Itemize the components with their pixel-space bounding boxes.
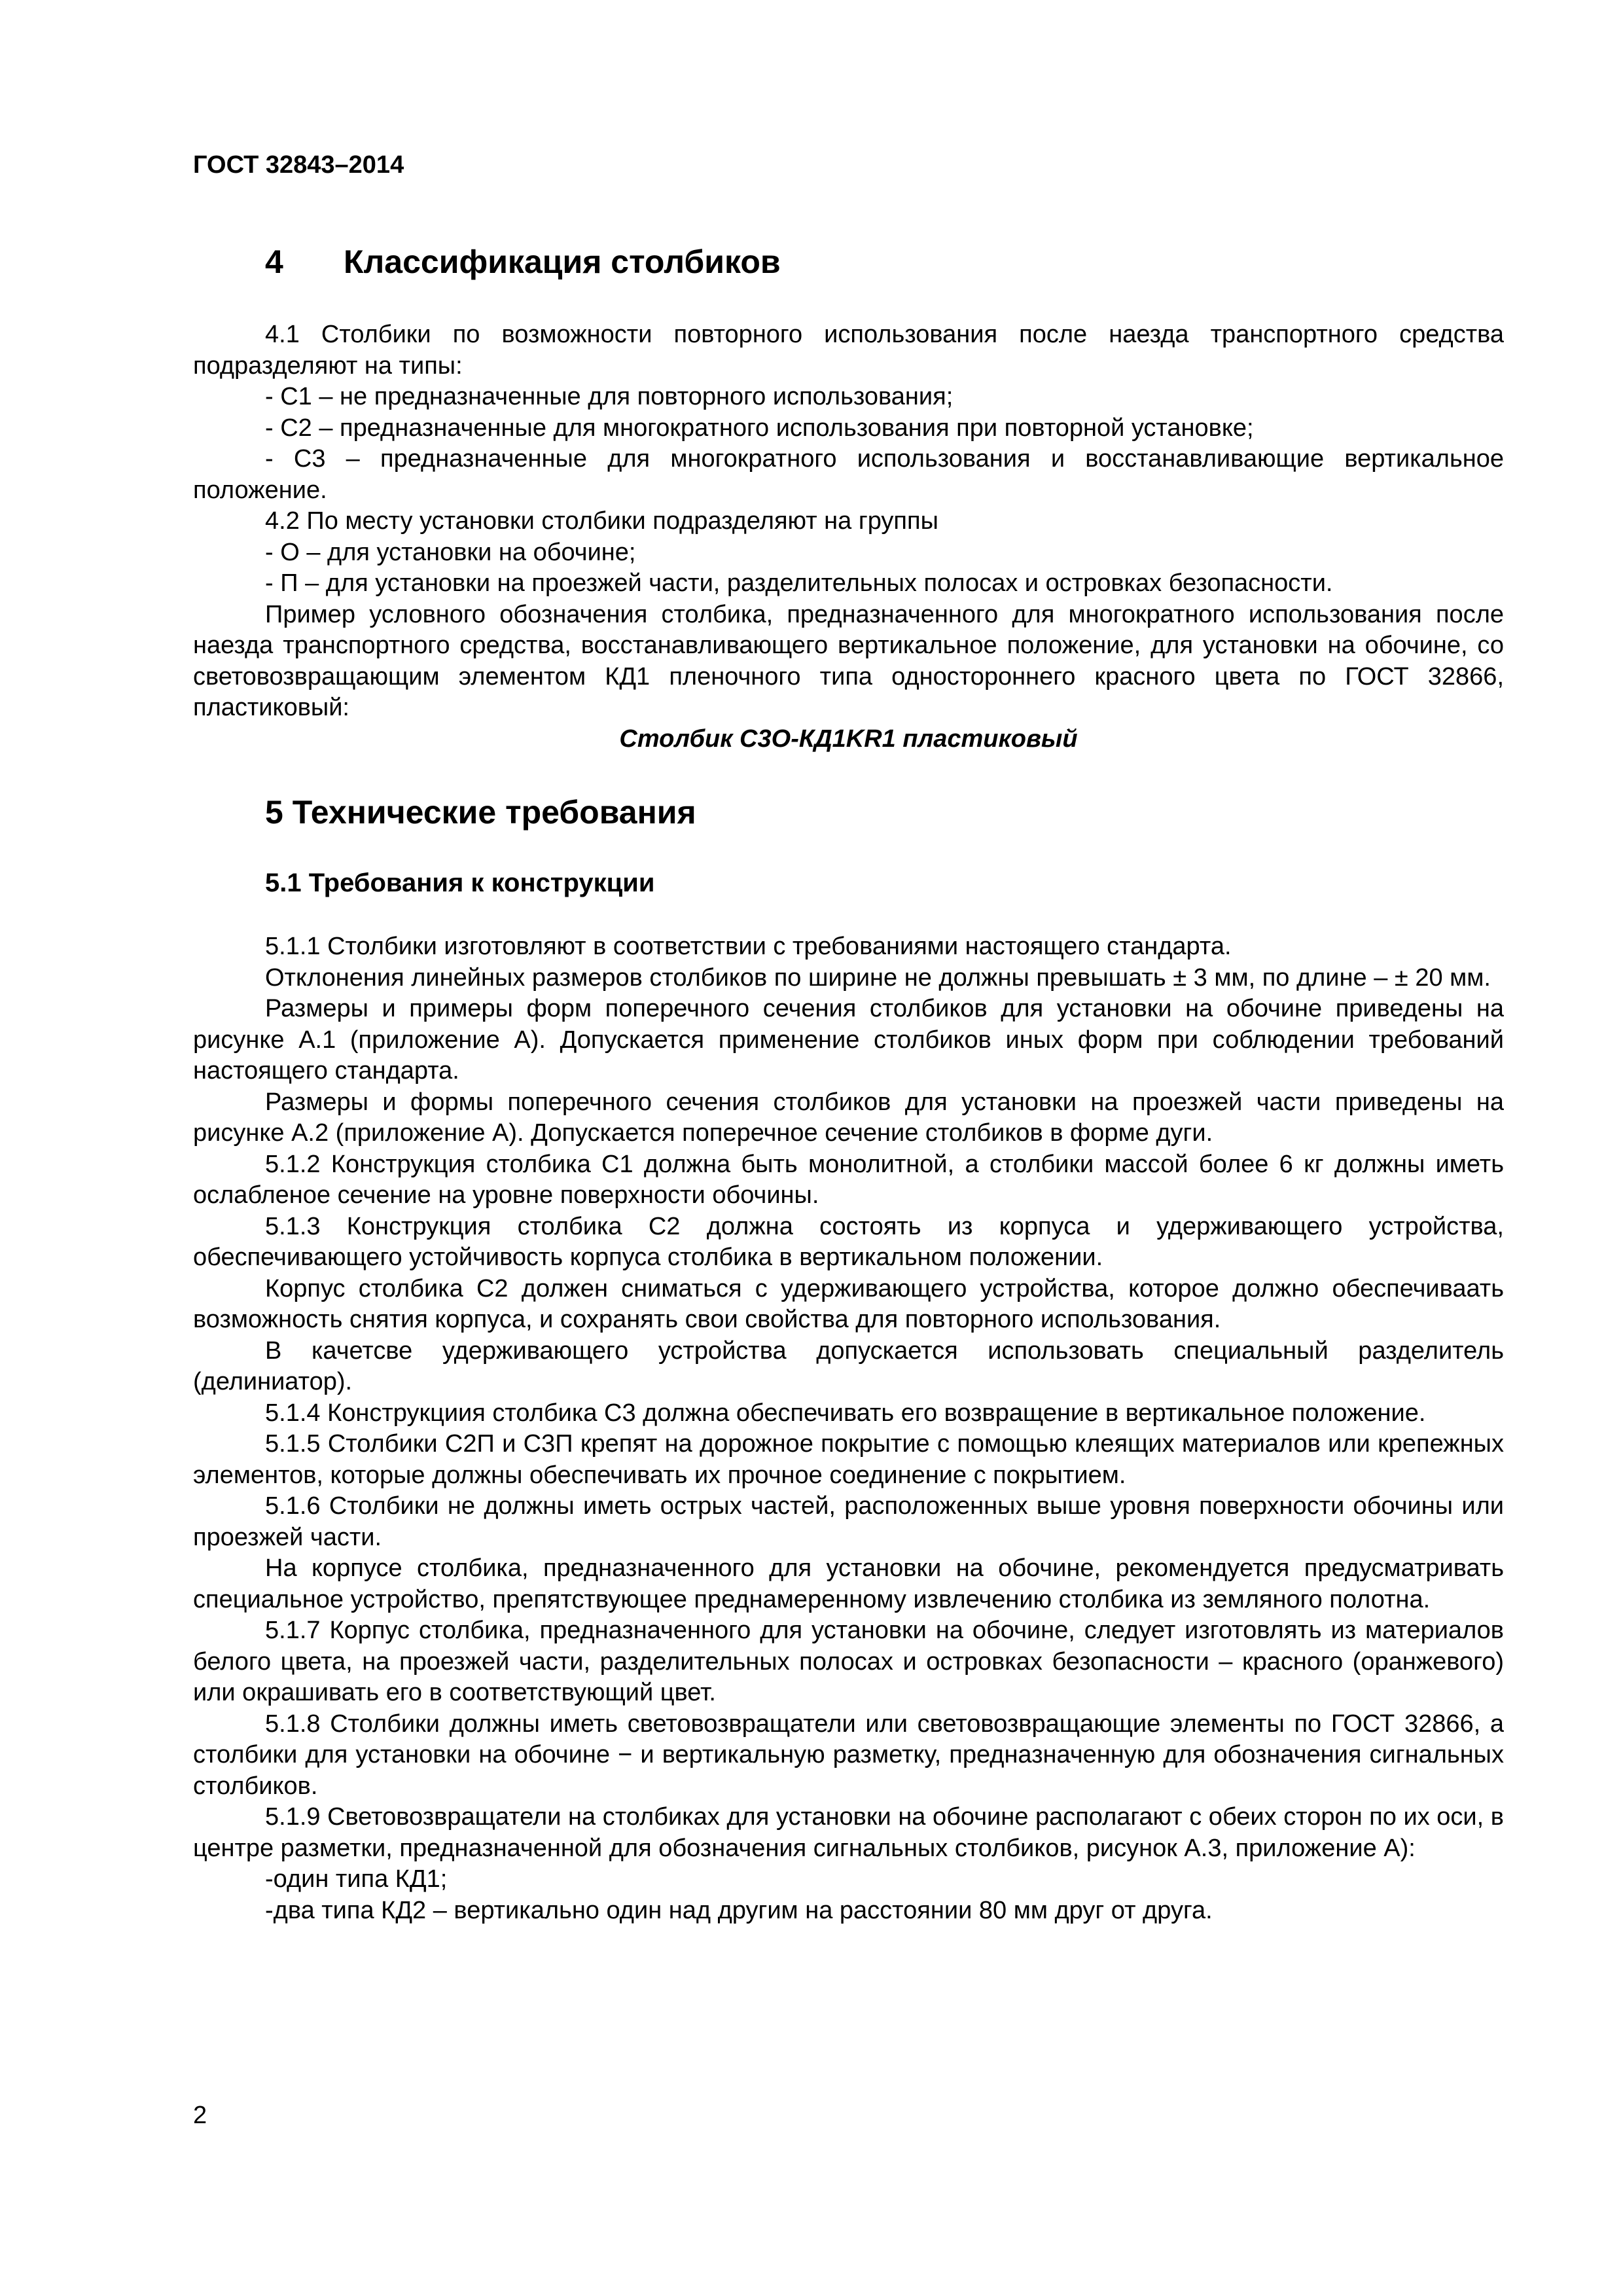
section-5-heading bbox=[193, 793, 1504, 832]
paragraph: 5.1.4 Конструкциия столбика С3 должна обеспечивать его возвращение в вертикальное положение. bbox=[265, 1399, 1426, 1427]
paragraph: 5.1.1 Столбики изготовляют в соответствии с требованиями настоящего стандарта. bbox=[265, 933, 1232, 960]
page-number: 2 bbox=[193, 2102, 207, 2129]
paragraph: Корпус столбика С2 должен сниматься с удерживающего устройства, которое должно обеспечиваать возможность снятия корпуса, и сохранять свои свойства для повторного использования. bbox=[193, 1274, 1504, 1333]
list-item: - С1 – не предназначенные для повторного использования; bbox=[265, 383, 954, 410]
list-item: -два типа КД2 – вертикально один над другим на расстоянии 80 мм друг от друга. bbox=[265, 1896, 1213, 1924]
paragraph: 4.1 Столбики по возможности повторного использования после наезда транспортного средства подразделяют на типы: bbox=[193, 321, 1504, 380]
list-item: - С3 – предназначенные для многократного использования и восстанавливающие вертикальное положение. bbox=[193, 445, 1504, 504]
list-item: - П – для установки на проезжей части, разделительных полосах и островках безопасности. bbox=[265, 569, 1333, 597]
document-header: ГОСТ 32843–2014 bbox=[193, 151, 404, 179]
paragraph: Отклонения линейных размеров столбиков по ширине не должны превышать ± 3 мм, по длине – ± 20 мм. bbox=[265, 963, 1491, 992]
paragraph: Размеры и формы поперечного сечения столбиков для установки на проезжей части приведены на рисунке А.2 (приложение А). Допускается поперечное сечение столбиков в форме дуги. bbox=[193, 1088, 1504, 1147]
list-item: - О – для установки на обочине; bbox=[265, 538, 636, 566]
paragraph: 5.1.6 Столбики не должны иметь острых частей, расположенных выше уровня поверхности обочины или проезжей части. bbox=[193, 1492, 1504, 1551]
document-page bbox=[193, 151, 1504, 1926]
section-4-number: 4 bbox=[265, 243, 283, 280]
paragraph: 5.1.7 Корпус столбика, предназначенного для установки на обочине, следует изготовлять из материалов белого цвета, на проезжей части, разделительных полосах и островках безопасности – красного (оранжевого) или окрашивать его в соответствующий цвет. bbox=[193, 1617, 1504, 1706]
section-4-body bbox=[193, 319, 1504, 755]
section-4-title: Классификация столбиков bbox=[344, 243, 781, 280]
paragraph: На корпусе столбика, предназначенного для установки на обочине, рекомендуется предусматривать специальное устройство, препятствующее преднамеренному извлечению столбика из земляного полотна. bbox=[193, 1554, 1504, 1613]
paragraph: 5.1.5 Столбики С2П и С3П крепят на дорожное покрытие с помощью клеящих материалов или крепежных элементов, которые должны обеспечивать их прочное соединение с покрытием. bbox=[193, 1430, 1504, 1489]
section-4-heading bbox=[193, 242, 1504, 281]
section-5-title: 5 Технические требования bbox=[265, 794, 696, 831]
section-5-body bbox=[193, 931, 1504, 1926]
designation-example: Столбик С3О-КД1KR1 пластиковый bbox=[619, 725, 1078, 753]
paragraph: Пример условного обозначения столбика, предназначенного для многократного использования после наезда транспортного средства, восстанавливающего вертикальное положение, для установки на обочине, со световозвращающим элементом КД1 пленочного типа одностороннего красного цвета по ГОСТ 32866, пластиковый: bbox=[193, 600, 1504, 721]
list-item: -один типа КД1; bbox=[265, 1865, 448, 1893]
paragraph: В качетсве удерживающего устройства допускается использовать специальный разделитель (делиниатор). bbox=[193, 1336, 1504, 1395]
paragraph: 5.1.8 Столбики должны иметь световозвращатели или световозвращающие элементы по ГОСТ 32866, а столбики для установки на обочине − и вертикальную разметку, предназначенную для обозначения сигнальных столбиков. bbox=[193, 1710, 1504, 1800]
paragraph: 5.1.2 Конструкция столбика С1 должна быть монолитной, а столбики массой более 6 кг должны иметь ослабленое сечение на уровне поверхности обочины. bbox=[193, 1150, 1504, 1209]
subsection-5-1-heading: 5.1 Требования к конструкции bbox=[265, 869, 655, 897]
paragraph: 4.2 По месту установки столбики подразделяют на группы bbox=[265, 507, 938, 535]
paragraph: 5.1.3 Конструкция столбика С2 должна состоять из корпуса и удерживающего устройства, обеспечивающего устойчивость корпуса столбика в вертикальном положении. bbox=[193, 1212, 1504, 1271]
list-item: - С2 – предназначенные для многократного использования при повторной установке; bbox=[265, 414, 1254, 442]
paragraph: Размеры и примеры форм поперечного сечения столбиков для установки на обочине приведены на рисунке А.1 (приложение А). Допускается применение столбиков иных форм при соблюдении требований настоящего стандарта. bbox=[193, 995, 1504, 1085]
paragraph: 5.1.9 Световозвращатели на столбиках для установки на обочине располагают с обеих сторон по их оси, в центре разметки, предназначенной для обозначения сигнальных столбиков, рисунок А.3, приложение А): bbox=[193, 1803, 1504, 1862]
